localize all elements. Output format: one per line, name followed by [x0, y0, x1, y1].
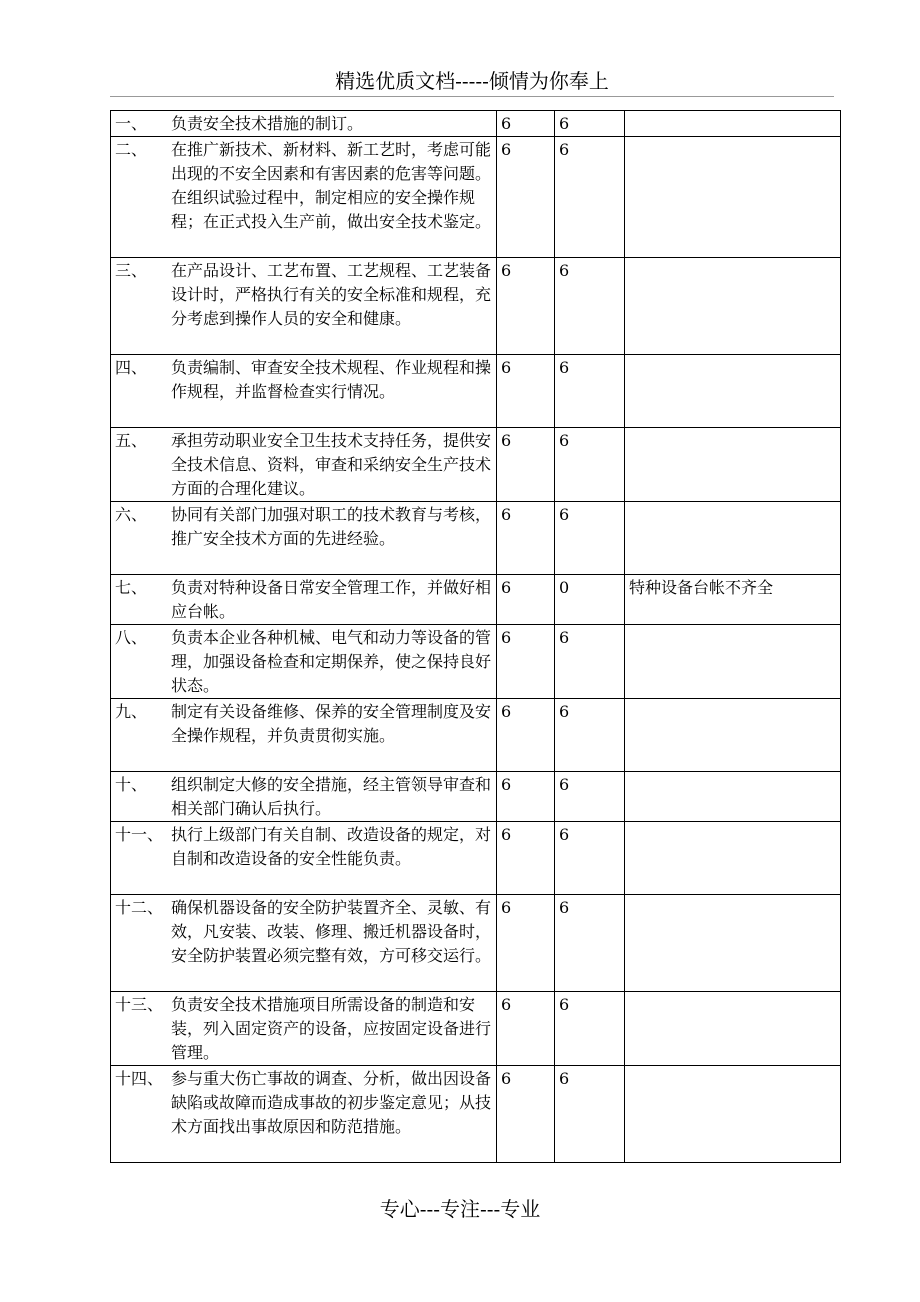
table-row — [111, 1066, 841, 1163]
item-number: 五、 — [115, 431, 148, 450]
standard-score-cell: 6 — [497, 822, 555, 895]
item-number: 六、 — [115, 505, 148, 524]
item-cell — [111, 895, 497, 992]
item-text: 负责本企业各种机械、电气和动力等设备的管理，加强设备检查和定期保养，使之保持良好状态。 — [171, 628, 492, 695]
item-text: 确保机器设备的安全防护装置齐全、灵敏、有效，凡安装、改装、修理、搬迁机器设备时，安全防护装置必须完整有效，方可移交运行。 — [171, 898, 492, 965]
item-cell — [111, 625, 497, 699]
page-footer: 专心---专注---专业 — [379, 1197, 541, 1221]
table-row — [111, 699, 841, 772]
standard-score-cell: 6 — [497, 258, 555, 355]
item-cell — [111, 111, 497, 137]
item-cell — [111, 355, 497, 428]
standard-score-cell: 6 — [497, 111, 555, 137]
standard-score-cell: 6 — [497, 137, 555, 258]
remark-cell — [625, 258, 841, 355]
item-text: 在推广新技术、新材料、新工艺时，考虑可能出现的不安全因素和有害因素的危害等问题。在组织试验过程中，制定相应的安全操作规程；在正式投入生产前，做出安全技术鉴定。 — [171, 140, 492, 231]
item-cell — [111, 772, 497, 822]
item-cell — [111, 258, 497, 355]
standard-score-cell: 6 — [497, 502, 555, 575]
item-cell — [111, 992, 497, 1066]
standard-score-cell: 6 — [497, 625, 555, 699]
item-text: 参与重大伤亡事故的调查、分析，做出因设备缺陷或故障而造成事故的初步鉴定意见；从技术方面找出事故原因和防范措施。 — [171, 1069, 492, 1136]
item-number: 四、 — [115, 358, 148, 377]
item-number: 七、 — [115, 578, 148, 597]
table-row — [111, 895, 841, 992]
item-cell — [111, 822, 497, 895]
remark-cell — [625, 428, 841, 502]
item-cell — [111, 502, 497, 575]
standard-score-cell: 6 — [497, 1066, 555, 1163]
item-text: 组织制定大修的安全措施，经主管领导审查和相关部门确认后执行。 — [171, 775, 492, 818]
item-number: 九、 — [115, 702, 148, 721]
remark-cell — [625, 895, 841, 992]
item-cell — [111, 575, 497, 625]
item-text: 协同有关部门加强对职工的技术教育与考核，推广安全技术方面的先进经验。 — [171, 505, 492, 548]
table-row — [111, 575, 841, 625]
item-cell — [111, 428, 497, 502]
page-header: 精选优质文档-----倾情为你奉上 — [110, 66, 834, 97]
item-number: 十、 — [115, 775, 148, 794]
actual-score-cell: 6 — [555, 355, 625, 428]
table-row — [111, 625, 841, 699]
item-cell — [111, 137, 497, 258]
actual-score-cell: 6 — [555, 992, 625, 1066]
duty-assessment-table — [110, 110, 841, 1163]
item-number: 八、 — [115, 628, 148, 647]
remark-cell — [625, 137, 841, 258]
standard-score-cell: 6 — [497, 895, 555, 992]
table-row — [111, 111, 841, 137]
actual-score-cell: 6 — [555, 137, 625, 258]
standard-score-cell: 6 — [497, 575, 555, 625]
table-row — [111, 137, 841, 258]
remark-cell — [625, 625, 841, 699]
remark-cell — [625, 1066, 841, 1163]
item-cell — [111, 699, 497, 772]
table-row — [111, 822, 841, 895]
actual-score-cell: 6 — [555, 502, 625, 575]
actual-score-cell: 6 — [555, 699, 625, 772]
actual-score-cell: 6 — [555, 772, 625, 822]
standard-score-cell: 6 — [497, 428, 555, 502]
item-number: 二、 — [115, 140, 148, 159]
remark-cell — [625, 772, 841, 822]
item-number: 十四、 — [115, 1069, 164, 1088]
item-text: 制定有关设备维修、保养的安全管理制度及安全操作规程，并负责贯彻实施。 — [171, 702, 492, 745]
actual-score-cell: 6 — [555, 428, 625, 502]
table-row — [111, 258, 841, 355]
item-number: 十三、 — [115, 995, 164, 1014]
item-number: 三、 — [115, 261, 148, 280]
standard-score-cell: 6 — [497, 355, 555, 428]
table-row — [111, 428, 841, 502]
item-number: 十二、 — [115, 898, 164, 917]
table-row — [111, 502, 841, 575]
item-number: 一、 — [115, 114, 148, 133]
actual-score-cell: 6 — [555, 822, 625, 895]
table-row — [111, 772, 841, 822]
item-text: 在产品设计、工艺布置、工艺规程、工艺装备设计时，严格执行有关的安全标准和规程，充分考虑到操作人员的安全和健康。 — [171, 261, 492, 328]
standard-score-cell: 6 — [497, 992, 555, 1066]
item-number: 十一、 — [115, 825, 164, 844]
standard-score-cell: 6 — [497, 772, 555, 822]
actual-score-cell: 6 — [555, 625, 625, 699]
item-text: 负责安全技术措施项目所需设备的制造和安装，列入固定资产的设备，应按固定设备进行管理。 — [171, 995, 492, 1062]
table-row — [111, 992, 841, 1066]
item-text: 负责安全技术措施的制订。 — [171, 114, 364, 133]
remark-cell — [625, 699, 841, 772]
remark-cell — [625, 111, 841, 137]
table-row — [111, 355, 841, 428]
actual-score-cell: 6 — [555, 111, 625, 137]
remark-cell — [625, 355, 841, 428]
remark-cell — [625, 992, 841, 1066]
actual-score-cell: 6 — [555, 895, 625, 992]
item-text: 负责编制、审查安全技术规程、作业规程和操作规程，并监督检查实行情况。 — [171, 358, 492, 401]
item-text: 执行上级部门有关自制、改造设备的规定，对自制和改造设备的安全性能负责。 — [171, 825, 492, 868]
remark-cell — [625, 502, 841, 575]
actual-score-cell: 0 — [555, 575, 625, 625]
actual-score-cell: 6 — [555, 1066, 625, 1163]
actual-score-cell: 6 — [555, 258, 625, 355]
remark-cell — [625, 822, 841, 895]
remark-cell: 特种设备台帐不齐全 — [625, 575, 841, 625]
item-text: 负责对特种设备日常安全管理工作，并做好相应台帐。 — [171, 578, 492, 621]
item-cell — [111, 1066, 497, 1163]
item-text: 承担劳动职业安全卫生技术支持任务，提供安全技术信息、资料，审查和采纳安全生产技术方面的合理化建议。 — [171, 431, 492, 498]
standard-score-cell: 6 — [497, 699, 555, 772]
